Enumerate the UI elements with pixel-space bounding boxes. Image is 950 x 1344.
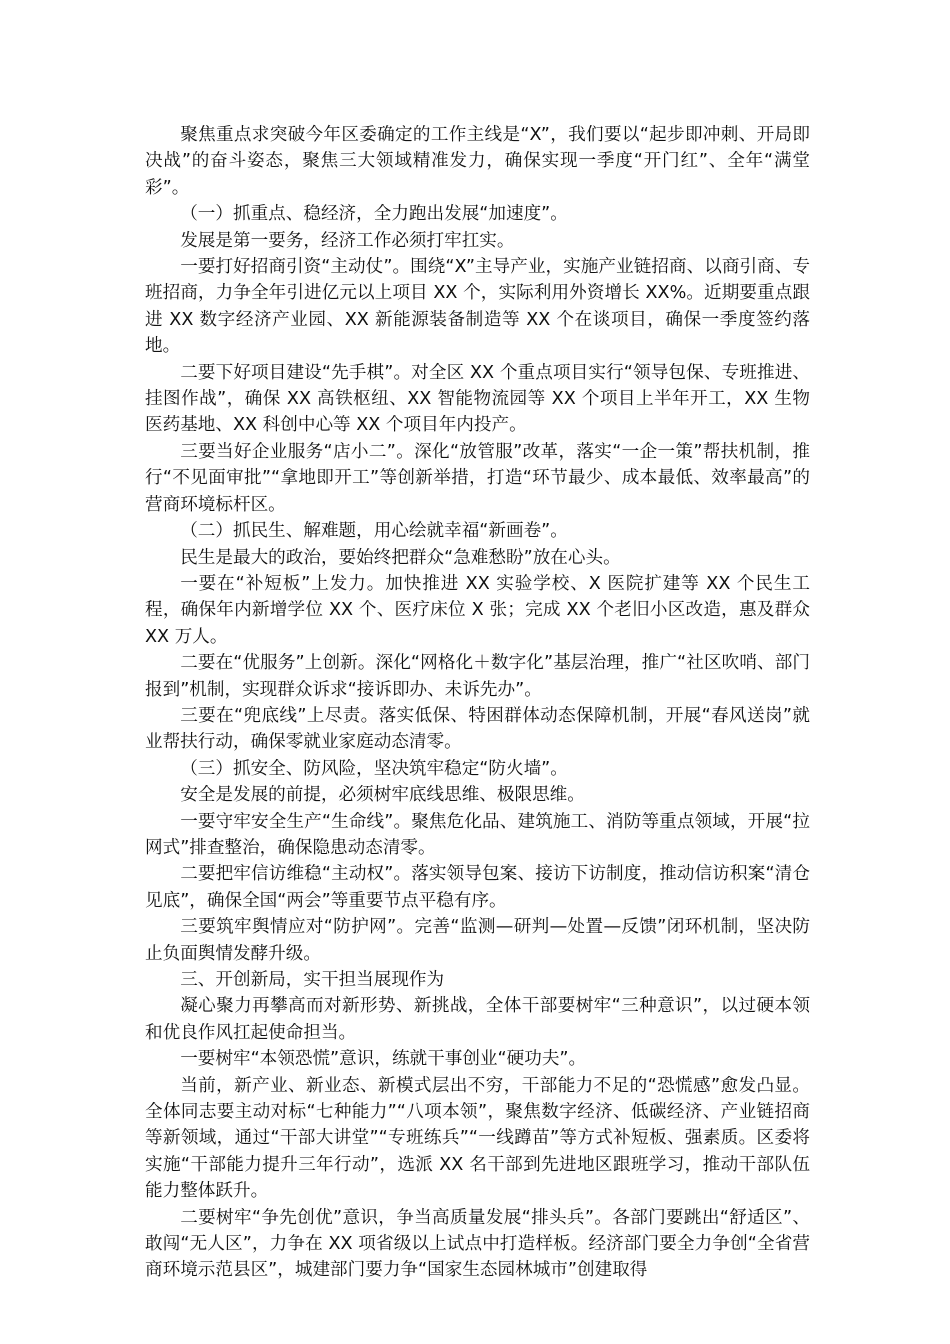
heading-section-2: （二）抓民生、解难题，用心绘就幸福“新画卷”。 xyxy=(180,521,568,542)
paragraph: 一要守牢安全生产“生命线”。聚焦危化品、建筑施工、消防等重点领域，开展“拉网式”排查整治，确保隐患动态清零。 xyxy=(145,811,810,858)
paragraph: 三要在“兜底线”上尽责。落实低保、特困群体动态保障机制，开展“春风送岗”就业帮扶行动，确保零就业家庭动态清零。 xyxy=(145,705,810,753)
paragraph: 三要筑牢舆情应对“防护网”。完善“监测—研判—处置—反馈”闭环机制，坚决防止负面舆情发酵升级。 xyxy=(145,917,810,964)
paragraph: 发展是第一要务，经济工作必须打牢扛实。 xyxy=(180,230,515,251)
paragraph: 一要在“补短板”上发力。加快推进 XX 实验学校、X 医院扩建等 XX 个民生工程，确保年内新增学位 XX 个、医疗床位 X 张；完成 XX 个老旧小区改造，惠及群众 XX 万人。 xyxy=(145,573,810,647)
paragraph: 一要树牢“本领恐慌”意识，练就干事创业“硬功夫”。 xyxy=(180,1049,587,1070)
paragraph: 二要下好项目建设“先手棋”。对全区 XX 个重点项目实行“领导包保、专班推进、挂图作战”，确保 XX 高铁枢纽、XX 智能物流园等 XX 个项目上半年开工，XX 生物医药基地、XX 科创中心等 XX 个项目年内投产。 xyxy=(145,362,810,436)
paragraph: 当前，新产业、新业态、新模式层出不穷，干部能力不足的“恐慌感”愈发凸显。全体同志要主动对标“七种能力”“八项本领”，聚焦数字经济、低碳经济、产业链招商等新领域，通过“干部大讲堂”“专班练兵”“一线蹲苗”等方式补短板、强素质。区委将实施“干部能力提升三年行动”，选派 XX 名干部到先进地区跟班学习，推动干部队伍能力整体跃升。 xyxy=(145,1075,810,1202)
paragraph: 二要在“优服务”上创新。深化“网格化＋数字化”基层治理，推广“社区吹哨、部门报到”机制，实现群众诉求“接诉即办、未诉先办”。 xyxy=(145,653,810,700)
paragraph: 二要把牢信访维稳“主动权”。落实领导包案、接访下访制度，推动信访积案“清仓见底”，确保全国“两会”等重要节点平稳有序。 xyxy=(145,864,810,911)
paragraph: 安全是发展的前提，必须树牢底线思维、极限思维。 xyxy=(180,785,585,806)
document-page xyxy=(145,122,810,1284)
paragraph: 凝心聚力再攀高而对新形势、新挑战，全体干部要树牢“三种意识”，以过硬本领和优良作风扛起使命担当。 xyxy=(145,996,810,1043)
heading-section-3: （三）抓安全、防风险，坚决筑牢稳定“防火墙”。 xyxy=(180,758,568,779)
paragraph: 三要当好企业服务“店小二”。深化“放管服”改革，落实“一企一策”帮扶机制，推行“不见面审批”“拿地即开工”等创新举措，打造“环节最少、成本最低、效率最高”的营商环境标杆区。 xyxy=(145,441,810,515)
heading-section-1: （一）抓重点、稳经济，全力跑出发展“加速度”。 xyxy=(180,204,568,225)
paragraph: 民生是最大的政治，要始终把群众“急难愁盼”放在心头。 xyxy=(180,547,621,568)
paragraph: 二要树牢“争先创优”意识，争当高质量发展“排头兵”。各部门要跳出“舒适区”、敢闯“无人区”，力争在 XX 项省级以上试点中打造样板。经济部门要全力争创“全省营商环境示范县区”，城建部门要力争“国家生态园林城市”创建取得 xyxy=(145,1207,810,1281)
paragraph-intro: 聚焦重点求突破今年区委确定的工作主线是“X”，我们要以“起步即冲刺、开局即决战”的奋斗姿态，聚焦三大领域精准发力，确保实现一季度“开门红”、全年“满堂彩”。 xyxy=(145,125,810,198)
paragraph: 一要打好招商引资“主动仗”。围绕“X”主导产业，实施产业链招商、以商引商、专班招商，力争全年引进亿元以上项目 XX 个，实际利用外资增长 XX%。近期要重点跟进 XX 数字经济产业园、XX 新能源装备制造等 XX 个在谈项目，确保一季度签约落地。 xyxy=(145,257,810,357)
heading-part-3: 三、开创新局，实干担当展现作为 xyxy=(180,970,445,990)
